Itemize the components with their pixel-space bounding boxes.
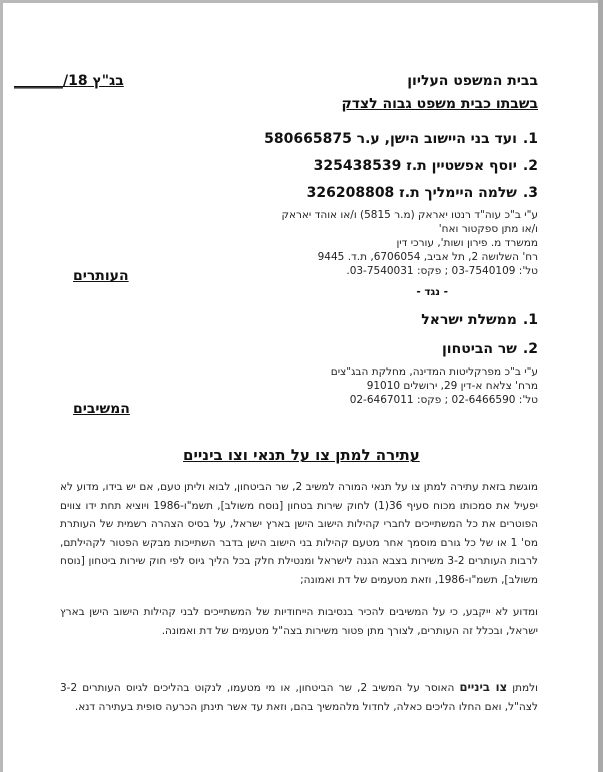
- item-number: 1.: [522, 312, 538, 328]
- petitioner-2: [314, 158, 538, 174]
- item-number: 1.: [522, 131, 538, 147]
- petitioner-name: ועד בני היישוב הישן, ע.ר 580665875: [264, 131, 517, 147]
- petitioners-counsel: [282, 208, 539, 278]
- counsel-line: ע"י ב"כ עוה"ד רנטו יאראק (מ.ר 5815) ו/או אוהד יאראק: [281, 209, 538, 221]
- paragraph-recognition: ומדוע לא ייקבע, כי על המשיבים להכיר בנסיבות הייחודיות של המשתייכים לבני קהילות הישוב הישן בארץ ישראל, ובכלל זה העותרים, לצורך מתן פטור משירות בצה"ל מטעמים של דת ואמונה.: [60, 606, 538, 637]
- paragraph-main-order: מוגשת בזאת עתירה למתן צו על תנאי המורה למשיב 2, שר הביטחון, לבוא וליתן טעם, אם יש בידו, מדוע לא יפעיל את סמכותו מכוח סעיף 36(1) לחוק שירות בטחון [נוסח משולב], תשמ"ו-1986 ויוציא תחת ידו צווים הפוטרים את כל המשתייכים לחברי קהילות הישוב הישן בארץ ישראל, על בסיס הצהרה רשמית של העותרת מס' 1 או של כל גורם מוסמך אחר מטעם קהילות בני הישוב הישן בדבר השתייכות מבקש הפטור לקהילתם, לרבות העותרים 3-2 משירות בצבא הגנה לישראל ומנטילת חלק בכל הליך גיוס לפי חוק שירות ביטחון [נוסח משולב], תשמ"ו-1986, וזאת מטעמים של דת ואמונה;: [60, 481, 539, 586]
- counsel-line: ע"י ב"כ מפרקליטות המדינה, מחלקת הבג"צים: [330, 366, 538, 378]
- counsel-line: מרח' צלאח א-דין 29, ירושלים 91010: [366, 380, 538, 392]
- court-name: בבית המשפט העליון: [407, 73, 538, 89]
- counsel-line: ממשרד מ. פירון ושות', עורכי דין: [396, 237, 538, 249]
- petitioners-label: העותרים: [73, 268, 129, 284]
- respondent-2: [442, 341, 538, 357]
- court-subtitle: בשבתו כבית משפט גבוה לצדק: [341, 96, 538, 112]
- document-page: [3, 3, 598, 772]
- item-number: 2.: [522, 341, 538, 357]
- counsel-line: ו/או מתן ספקטור ואח': [438, 223, 538, 235]
- item-number: 3.: [522, 185, 538, 201]
- interim-bold: צו ביניים: [459, 680, 508, 694]
- paragraph-interim-order: [60, 678, 538, 716]
- case-number-label: בג"ץ 18/: [63, 73, 124, 89]
- counsel-line: טל': 02-6466590 ; פקס: 02-6467011: [349, 394, 538, 406]
- respondents-counsel: [331, 365, 538, 407]
- petitioner-3: [307, 185, 538, 201]
- case-number-blank: _______: [14, 73, 63, 89]
- petitioner-1: [264, 131, 538, 147]
- case-number: [14, 73, 124, 89]
- petitioner-name: שלמה היימליך ת.ז 326208808: [306, 185, 517, 201]
- item-number: 2.: [522, 158, 538, 174]
- respondent-1: [421, 312, 538, 328]
- respondent-name: ממשלת ישראל: [421, 312, 517, 328]
- counsel-line: טל': 03-7540109 ; פקס: 03-7540031.: [346, 265, 538, 277]
- respondent-name: שר הביטחון: [441, 341, 517, 357]
- respondents-label: המשיבים: [73, 401, 130, 417]
- interim-prefix: ולמתן: [507, 682, 538, 694]
- interim-rest: האוסר על המשיב 2, שר הביטחון, או מי מטעמו, לנקוט בהליכים לגיוס העותרים 3-2 לצה"ל, ואם החלו הליכים כאלה, לחדול מלהמשיך בהם, וזאת עד אשר תינתן הכרעה סופית בעתירה דנא.: [60, 682, 538, 713]
- scrollbar[interactable]: [598, 0, 603, 772]
- versus-label: - נגד -: [416, 286, 448, 298]
- document-title: עתירה למתן צו על תנאי וצו ביניים: [183, 446, 420, 464]
- petitioner-name: יוסף אפשטיין ת.ז 325438539: [313, 158, 517, 174]
- counsel-line: רח' השלושה 2, תל אביב, 6706054, ת.ד. 9445: [317, 251, 538, 263]
